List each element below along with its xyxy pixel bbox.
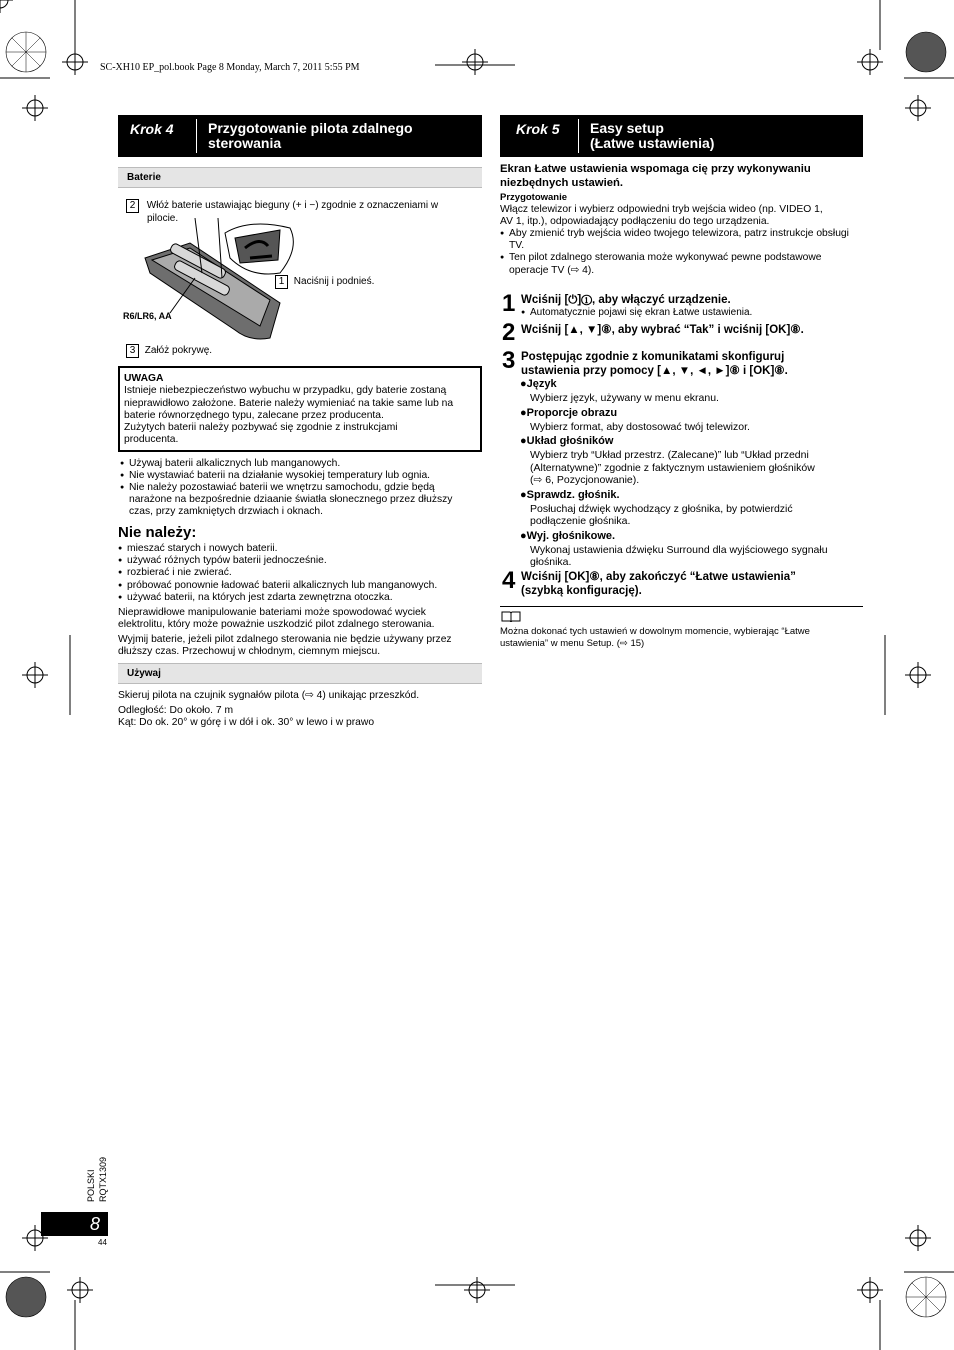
step-2-number: 2 [502, 319, 516, 346]
uzywaj-text: Skieruj pilota na czujnik sygnałów pilota (⇨ 4) unikając przeszkód. Odległość: Do około. 7 m Kąt: Do ok. 20° w górę i w dół i ok. 30° w lewo i w prawo [118, 690, 420, 729]
step3-number: 3 [126, 344, 139, 358]
document-code: RQTX1309 [98, 1156, 108, 1202]
step-3-number: 3 [502, 347, 516, 374]
step-3-text: Postępując zgodnie z komunikatami skonfiguruj ustawienia przy pomocy [▲, ▼, ◄, ►]⑧ i [OK]⑧. [521, 351, 788, 377]
page-number-small: 44 [98, 1238, 107, 1247]
krok5-title-bar [500, 115, 863, 157]
battery-storage-paragraph: Wyjmij baterie, jeżeli pilot zdalnego sterowania nie będzie używany przez dłuższy czas. Przechowuj w chłodnym, ciemnym miejscu. [118, 634, 452, 658]
step2-number: 2 [126, 199, 139, 213]
book-header-line: SC-XH10 EP_pol.book Page 8 Monday, March 7, 2011 5:55 PM [100, 62, 360, 73]
step2-instruction: 2 Włóż baterie ustawiając bieguny (+ i −) zgodnie z oznaczeniami w pilocie. [126, 199, 482, 226]
przygotowanie-heading: Przygotowanie [500, 192, 568, 203]
nie-nalezy-list [118, 543, 478, 604]
step-4-number: 4 [502, 567, 516, 594]
option-jezyk-title: ●Język [520, 378, 557, 390]
step1-number: 1 [275, 275, 288, 289]
battery-type-label: R6/LR6, AA [123, 311, 172, 321]
step3-instruction: 3 Załóż pokrywę. [126, 344, 212, 358]
list-item: ● Nie należy pozostawiać baterii we wnętrzu samochodu, gdzie będą narażone na bezpośrednie dziaanie światła słonecznego przez dłuższy czas, przy zamkniętych drzwiach i oknach. [120, 482, 470, 518]
uwaga-line: Zużytych baterii należy pozbywać się zgodnie z instrukcjami [124, 422, 398, 434]
krok4-label: Krok 4 [130, 121, 174, 137]
option-wyj-title: ●Wyj. głośnikowe. [520, 529, 616, 542]
note-book-icon [501, 610, 521, 622]
list-item: ● Ten pilot zdalnego sterowania może wykonywać pewne podstawowe operacje TV (⇨ 4). [500, 252, 855, 276]
easy-setup-intro: Ekran Łatwe ustawienia wspomaga cię przy wykonywaniu niezbędnych ustawień. [500, 163, 811, 189]
step-2-text: Wciśnij [▲, ▼]⑧, aby wybrać “Tak” i wciśnij [OK]⑧. [521, 324, 804, 336]
battery-tips-list [120, 458, 470, 518]
list-item: ● rozbierać i nie zwierać. [118, 567, 478, 579]
note-text: Można dokonać tych ustawień w dowolnym momencie, wybierając “Łatwe ustawienia” w menu Setup. (⇨ 15) [500, 626, 810, 649]
list-item: ● Nie wystawiać baterii na działanie wysokiej temperatury lub ognia. [120, 470, 470, 482]
uwaga-line: nieprawidłowo założone. Baterie należy wymieniać na takie same lub na [124, 397, 454, 409]
option-sprawdz-title: ●Sprawdz. głośnik. [520, 488, 620, 501]
page-number-tab [41, 1212, 108, 1236]
option-uklad-title: ●Układ głośników [520, 435, 614, 447]
przygotowanie-text: Włącz telewizor i wybierz odpowiedni tryb wejścia wideo (np. VIDEO 1, AV 1, itp.), odpowiadający podłączeniu do tego urządzenia. [500, 204, 823, 228]
nie-nalezy-heading: Nie należy: [118, 524, 197, 541]
uzywaj-heading: Używaj [118, 663, 482, 684]
language-label: POLSKI [86, 1169, 96, 1202]
list-item: ● próbować ponownie ładować baterii alkalicznych lub manganowych. [118, 580, 478, 592]
step1-callout: 1 Naciśnij i podnieś. [275, 275, 374, 289]
krok4-title-bar [118, 115, 482, 157]
option-proporcje-title: ●Proporcje obrazu [520, 406, 618, 419]
uwaga-line: Istnieje niebezpieczeństwo wybuchu w przypadku, gdy baterie zostaną [124, 385, 447, 397]
step-1-number: 1 [502, 290, 516, 317]
step-3-options: ●Język Wybierz język, używany w menu ekranu. ●Proporcje obrazu Wybierz format, aby dostosować twój telewizor. ●Układ głośników Wybierz tryb “Układ przestrz. (Zalecane)” lub “Układ przedni (Alternatywne)” zgodnie z faktycznym ustawieniem głośników (⇨ 6, Pozycjonowanie). ●Sprawdz. głośnik. Posłuchaj dźwięk wychodzący z głośnika, by potwierdzić podłączenie głośnika. ●Wyj. głośnikowe. Wykonaj ustawienia dźwięku Surround dla wyjściowego sygnału głośnika. [520, 378, 860, 569]
step-1-sub: ● Automatycznie pojawi się ekran Łatwe ustawienia. [521, 307, 752, 319]
list-item: ● używać baterii, na których jest zdarta zewnętrzna otoczka. [118, 592, 478, 604]
uwaga-line: producenta. [124, 434, 179, 446]
note-divider [500, 606, 863, 607]
step-1-text: Wciśnij [⏻]①, aby włączyć urządzenie. [521, 294, 731, 306]
krok4-title: Przygotowanie pilota zdalnego sterowania [208, 120, 413, 151]
baterie-heading: Baterie [118, 167, 482, 188]
list-item: ● mieszać starych i nowych baterii. [118, 543, 478, 555]
page-number: 8 [89, 1214, 100, 1234]
list-item: ● Używaj baterii alkalicznych lub manganowych. [120, 458, 470, 470]
battery-leak-paragraph: Nieprawidłowe manipulowanie bateriami może spowodować wyciek elektrolitu, który może poważnie uszkodzić pilot zdalnego sterowania. [118, 607, 435, 631]
krok5-title: Easy setup (Łatwe ustawienia) [590, 120, 715, 151]
uwaga-warning-box [118, 366, 482, 452]
uwaga-title: UWAGA [124, 373, 164, 384]
krok5-label: Krok 5 [516, 121, 560, 137]
list-item: ● używać różnych typów baterii jednocześnie. [118, 555, 478, 567]
step-4-text: Wciśnij [OK]⑧, aby zakończyć “Łatwe ustawienia” (szybką konfigurację). [521, 571, 796, 597]
uwaga-line: baterie równorzędnego typu, zalecane przez producenta. [124, 409, 384, 421]
przygotowanie-bullets [500, 228, 855, 277]
list-item: ● Aby zmienić tryb wejścia wideo twojego telewizora, patrz instrukcje obsługi TV. [500, 228, 855, 252]
